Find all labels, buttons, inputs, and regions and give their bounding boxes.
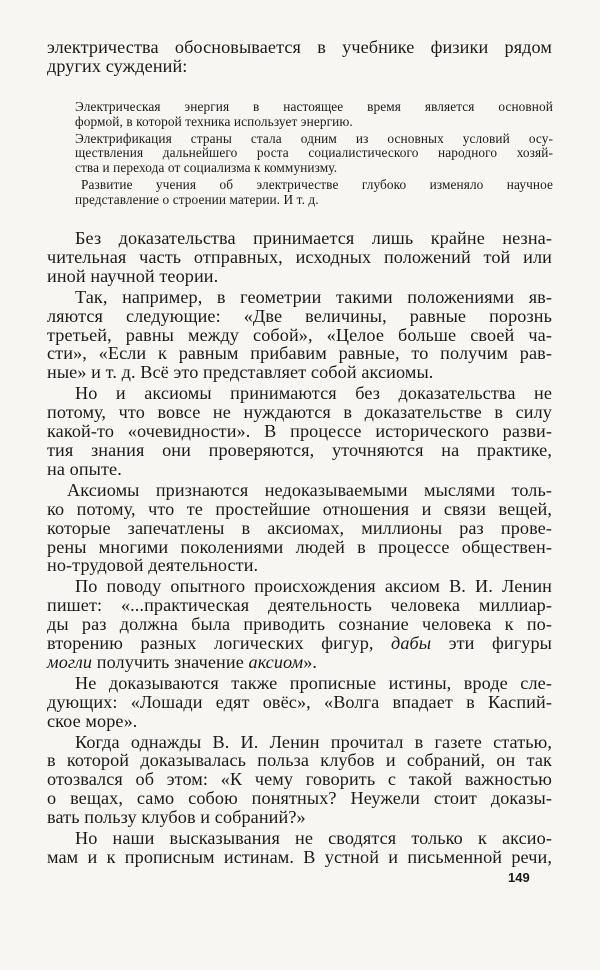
text-line: По поводу опытного происхождения аксиом В. И. Ленин (75, 576, 552, 597)
text-fragment: ». (303, 651, 318, 672)
paragraph (47, 288, 552, 383)
text-line: на опыте. (47, 458, 122, 479)
quote-line: ществления дальнейшего роста социалистического народного хозяй- (75, 145, 553, 161)
italic-word: дабы (391, 633, 432, 654)
text-line: которые запечатлены в аксиомах, миллионы раз прове- (47, 517, 552, 538)
paragraph (47, 229, 552, 286)
text-line: в которой доказывалась польза клубов и собраний, он так (47, 750, 552, 771)
text-line: Так, например, в геометрии такими положениями яв- (75, 286, 552, 307)
text-line (47, 653, 552, 672)
paragraph (47, 384, 552, 479)
text-fragment: вторению разных логических фигур, (47, 633, 392, 654)
quote-line: формой, в которой техника использует энергию. (75, 113, 353, 129)
quote-paragraph (75, 100, 553, 130)
paragraph (47, 674, 552, 731)
quote-line: Электрификация страны стала одним из основных условий осу- (75, 130, 553, 146)
text-line: рены многими поколениями людей в процессе обществен- (47, 536, 552, 557)
paragraph (47, 577, 552, 672)
text-line: о вещах, само собою понятных? Неужели стоит доказы- (47, 788, 552, 809)
paragraph (47, 481, 552, 576)
quote-line: ства и перехода от социализма к коммунизму. (75, 160, 338, 176)
italic-word: могли (47, 651, 93, 672)
text-line: ское море». (47, 710, 138, 731)
quote-line: представление о строении материи. И т. д. (75, 191, 319, 207)
text-fragment: получить значение (92, 651, 249, 672)
page-number: 149 (508, 870, 530, 885)
text-line: какой-то «очевидности». В процессе исторического разви- (47, 421, 552, 442)
text-line: вать пользу клубов и собраний?» (47, 807, 306, 828)
text-line: пишет: «...практическая деятельность человека миллиар- (47, 595, 552, 616)
text-line: мам и к прописным истинам. В устной и письменной речи, (47, 847, 552, 867)
text-line: ляются следующие: «Две величины, равные порознь (47, 305, 552, 326)
text-line: третьей, равны между собой», «Целое больше своей ча- (47, 324, 552, 345)
text-line (47, 634, 552, 653)
text-line: отозвался об этом: «К чему говорить с такой важностью (47, 769, 552, 790)
text-line: Но и аксиомы принимаются без доказательства не (75, 383, 552, 404)
text-line: сти», «Если к равным прибавим равные, то получим рав- (47, 343, 552, 364)
text-line: иной научной теории. (47, 265, 219, 286)
text-line: потому, что вовсе не нуждаются в доказательстве в силу (47, 402, 552, 423)
text-line: ды раз должна была приводить сознание человека к по- (47, 614, 552, 635)
text-line: тия знания они проверяются, уточняются на практике, (47, 439, 552, 460)
paragraph (47, 733, 552, 828)
text-line: других суждений: (47, 55, 188, 76)
text-line: Не доказываются также прописные истины, вроде сле- (75, 672, 552, 693)
text-line: но-трудовой деятельности. (47, 555, 259, 576)
text-line: Когда однажды В. И. Ленин прочитал в газете статью, (75, 731, 552, 752)
text-line: Без доказательства принимается лишь крайне незна- (75, 228, 552, 248)
text-line: Аксиомы признаются недоказываемыми мыслями толь- (67, 479, 552, 500)
text-line: электричества обосновывается в учебнике физики рядом (47, 37, 552, 57)
text-line: чительная часть отправных, исходных положений той или (47, 246, 552, 267)
text-line: Но наши высказывания не сводятся только к аксио- (75, 828, 552, 849)
text-line: дующих: «Лошади едят овёс», «Волга впадает в Каспий- (47, 691, 552, 712)
quote-line: Электрическая энергия в настоящее время является основной (75, 99, 553, 114)
quoted-excerpt (75, 100, 553, 210)
paragraph (47, 829, 552, 867)
body-text (47, 229, 552, 869)
quote-line: Развитие учения об электричестве глубоко изменяло научное (81, 176, 553, 192)
italic-word: аксиом (248, 651, 304, 672)
text-fragment: эти фигуры (431, 633, 552, 654)
quote-paragraph (75, 132, 553, 176)
intro-paragraph (47, 38, 552, 76)
text-line: ные» и т. д. Всё это представляет собой аксиомы. (47, 362, 434, 383)
quote-paragraph (75, 178, 553, 208)
text-line: ко потому, что те простейшие отношения и связи вещей, (47, 498, 552, 519)
